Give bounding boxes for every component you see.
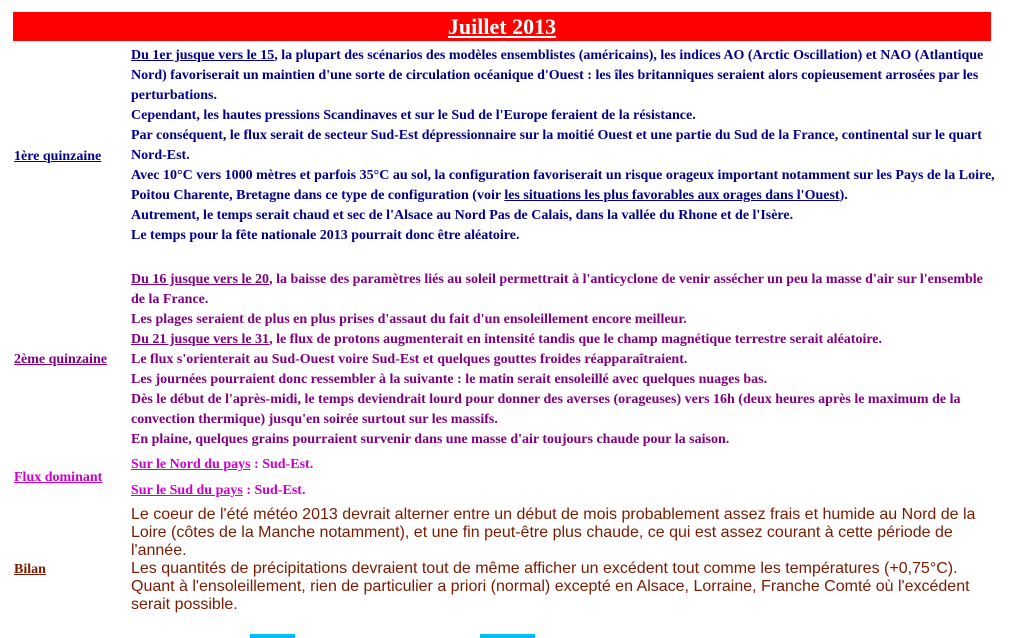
second-fortnight-paragraph-1: Du 16 jusque vers le 20, la baisse des paramètres liés au soleil permettrait à l'anticyclone de venir assécher un peu la masse d'air sur l'ensemble de la France.	[131, 272, 983, 307]
page-title-text: Juillet 2013	[447, 14, 557, 39]
dominant-flow-south: Sur le Sud du pays : Sud-Est.	[131, 483, 306, 498]
link-1-to-15[interactable]: Du 1er jusque vers le 15	[131, 48, 275, 63]
page-title	[13, 12, 991, 41]
link-16-to-20[interactable]: Du 16 jusque vers le 20	[131, 272, 270, 287]
second-fortnight-paragraph-5: Les journées pourraient donc ressembler à la suivante : le matin serait ensoleillé avec quelques nuages bas.	[131, 372, 768, 387]
second-fortnight-paragraph-3: Du 21 jusque vers le 31, le flux de protons augmenterait en intensité tandis que le champ magnétique terrestre serait aléatoire.	[131, 332, 883, 347]
summary-block	[131, 506, 999, 614]
link-north-of-country[interactable]: Sur le Nord du pays	[131, 457, 251, 472]
first-fortnight-paragraph-3: Par conséquent, le flux serait de secteur Sud-Est dépressionnaire sur la moitié Ouest et une partie du Sud de la France, continental sur le quart Nord-Est.	[131, 128, 982, 163]
first-fortnight-paragraph-2: Cependant, les hautes pressions Scandinaves et sur le Sud de l'Europe feraient de la résistance.	[131, 108, 696, 123]
summary-paragraph-1: Le coeur de l'été météo 2013 devrait alterner entre un début de mois probablement assez frais et humide au Nord de la Loire (côtes de la Manche notamment), et une fin peut-être plus chaude, ce qui est assez courant à cette période de l'année.	[131, 506, 976, 559]
summary-paragraph-2: Les quantités de précipitations devraient tout de même afficher un excédent tout comme les températures (+0,75°C).	[131, 560, 958, 577]
first-fortnight-paragraph-1: Du 1er jusque vers le 15, la plupart des scénarios des modèles ensemblistes (américains), les indices AO (Arctic Oscillation) et NAO (Atlantique Nord) favoriserait un maintien d'une sorte de circulation océanique d'Ouest : les îles britanniques seraient alors copieusement arrosées par les perturbations.	[131, 48, 984, 103]
label-dominant-flow[interactable]: Flux dominant	[14, 470, 103, 485]
summary-paragraph-3: Quant à l'ensoleillement, rien de particulier a priori (normal) excepté en Alsace, Lorraine, Franche Comté où l'excédent serait possible.	[131, 578, 970, 613]
bottom-color-strip-1	[250, 634, 295, 638]
second-fortnight-paragraph-2: Les plages seraient de plus en plus prises d'assaut du fait d'un ensoleillement encore meilleur.	[131, 312, 687, 327]
dominant-flow-block	[131, 455, 999, 501]
link-storm-situations-west[interactable]: les situations les plus favorables aux orages dans l'Ouest	[504, 188, 840, 203]
dominant-flow-north: Sur le Nord du pays : Sud-Est.	[131, 457, 314, 472]
label-second-fortnight[interactable]: 2ème quinzaine	[14, 352, 107, 367]
label-first-fortnight[interactable]: 1ère quinzaine	[14, 149, 102, 164]
second-fortnight-paragraph-4: Le flux s'orienterait au Sud-Ouest voire Sud-Est et quelques gouttes froides réapparaîtraient.	[131, 352, 688, 367]
label-summary[interactable]: Bilan	[14, 562, 46, 577]
link-south-of-country[interactable]: Sur le Sud du pays	[131, 483, 243, 498]
first-fortnight-block	[131, 46, 999, 246]
first-fortnight-paragraph-4: Avec 10°C vers 1000 mètres et parfois 35°C au sol, la configuration favoriserait un risque orageux important notamment sur les Pays de la Loire, Poitou Charente, Bretagne dans ce type de configuration (voir les situations les plus favorables aux orages dans l'Ouest).	[131, 168, 995, 203]
second-fortnight-block	[131, 270, 999, 450]
bottom-color-strip-2	[480, 634, 535, 638]
first-fortnight-paragraph-5: Autrement, le temps serait chaud et sec de l'Alsace au Nord Pas de Calais, dans la vallée du Rhone et de l'Isère.	[131, 208, 794, 223]
link-21-to-31[interactable]: Du 21 jusque vers le 31	[131, 332, 270, 347]
second-fortnight-paragraph-7: En plaine, quelques grains pourraient survenir dans une masse d'air toujours chaude pour la saison.	[131, 432, 730, 447]
first-fortnight-paragraph-6: Le temps pour la fête nationale 2013 pourrait donc être aléatoire.	[131, 228, 520, 243]
second-fortnight-paragraph-6: Dès le début de l'après-midi, le temps deviendrait lourd pour donner des averses (orageuses) vers 16h (deux heures après le maximum de la convection thermique) jusqu'en soirée surtout sur les massifs.	[131, 392, 961, 427]
